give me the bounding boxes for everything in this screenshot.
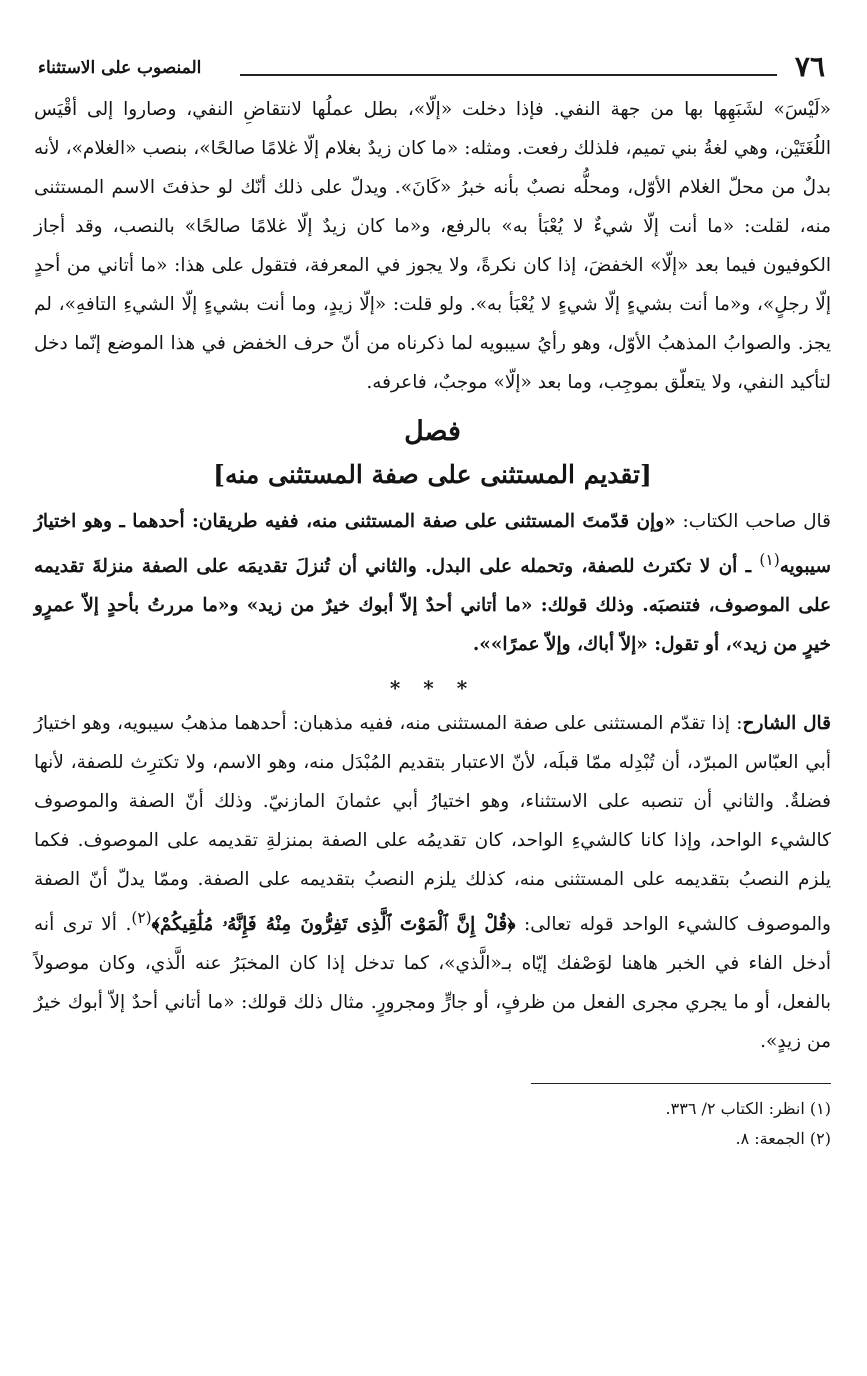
quran-verse: ﴿قُلْ إِنَّ ٱلْمَوْتَ ٱلَّذِى تَفِرُّونَ مِنْهُ فَإِنَّهُۥ مُلَٰقِيكُمْ﴾ [151, 914, 516, 936]
footnotes [34, 1094, 831, 1154]
footnote-rule [531, 1083, 831, 1084]
quote-text: «وإن قدّمتَ المستثنى على صفة المستثنى منه، ففيه طريقان: أحدهما ـ وهو اختيارُ سيبويه [34, 511, 831, 578]
commentary-paragraph [34, 704, 831, 1061]
running-header [34, 48, 831, 90]
footnote-ref-2: (٢) [131, 909, 152, 928]
commentary-text-continued: . ألا ترى أنه أدخل الفاء في الخبر هاهنا لوَصْفك إيّاه بـ«الَّذي»، كما تدخل إذا كان المخبَرُ عنه الَّذي، وكان موصولاً بالفعل، أو ما يجري مجرى الفعل من ظرفٍ، أو جارٍّ ومجرورٍ. مثال ذلك قولك: «ما أتاني أحدٌ إلاّ أبوك خيرٌ من زيدٍ». [34, 914, 831, 1053]
header-rule [240, 74, 777, 76]
quote-intro: قال صاحب الكتاب: [675, 511, 832, 532]
footnote-2: (٢) الجمعة: ٨. [735, 1129, 831, 1149]
body-paragraph-1: «لَيْسَ» لشَبَهِها بها من جهة النفي. فإذا دخلت «إلّا»، بطل عملُها لانتقاضِ النفي، وصاروا إلى أقْيَس اللُغَتَيْن، وهي لغةُ بني تميم، فلذلك رفعت. ومثله: «ما كان زيدٌ بغلام إلّا غلامًا صالحًا»، بنصب «الغلام»، لأنه بدلٌ من محلّ الغلام الأوّل، ومحلُّه نصبٌ بأنه خبرُ «كَانَ». ويدلّ على ذلك أنّك لو حذفتَ الاسم المستثنى منه، لقلت: «ما أنت إلّا شيءٌ لا يُعْبَأ به» بالرفع، و«ما كان زيدٌ إلّا غلامًا صالحًا» بالنصب، وقد أجاز الكوفيون فيما بعد «إلّا» الخفضَ، إذا كان نكرةً، ولا يجوز في المعرفة، فتقول على هذا: «ما أتاني من أحدٍ إلّا رجلٍ»، و«ما أنت بشيءٍ إلّا شيءٍ لا يُعْبَأ به». ولو قلت: «إلّا زيدٍ، وما أنت بشيءٍ إلّا الشيءِ التافهِ»، لم يجز. والصوابُ المذهبُ الأوّل، وهو رأيُ سيبويه لما ذكرناه من أنّ حرف الخفض في هذا الموضع إنّما دخل لتأكيد النفي، ولا يتعلّق بموجِب، وما بعد «إلّا» موجبٌ، فاعرفه. [34, 99, 831, 393]
book-page [34, 48, 831, 1154]
quote-text-continued: ـ أن لا تكترث للصفة، وتحمله على البدل. والثاني أن تُنزلَ تقديمَه على الصفة منزلةَ تقديمه على الموصوف، فتنصبَه. وذلك قولك: «ما أتاني أحدٌ إلاّ أبوك خيرٌ من زيد» و«ما مررتُ بأحدٍ إلاّ عمرٍو خيرٍ من زيد»، أو تقول: «إلاّ أباك، وإلاّ عمرًا»». [34, 556, 831, 656]
commentary-label: قال الشارح [742, 713, 832, 735]
footnote-1: (١) انظر: الكتاب ٢/ ٣٣٦. [665, 1099, 831, 1119]
section-separator: * * * [389, 676, 476, 701]
section-title: [تقديم المستثنى على صفة المستثنى منه] [213, 460, 652, 489]
page-number: ٧٦ [794, 50, 825, 83]
fasl-heading: فصل [404, 416, 461, 447]
commentary-text: : إذا تقدّم المستثنى على صفة المستثنى منه، ففيه مذهبان: أحدهما مذهبُ سيبويه، وهو اختيارُ أبي العبّاس المبرّد، أن تُبْدِله ممّا قبلَه، لأنّ الاعتبار بتقديم المُبْدَل منه، وهو الاسم، ولا تكترِث للصفة، لأنها فضلةٌ. والثاني أن تنصبه على الاستثناء، وهو اختيارُ أبي عثمانَ المازنيّ. وذلك أنّ الصفة والموصوف كالشيء الواحد، وإذا كانا كالشيءِ الواحد، كان تقديمُه على الصفة بمنزلةِ تقديمه على الموصوف. فكما يلزم النصبُ بتقديمه على المستثنى منه، كذلك يلزم النصبُ بتقديمه على الصفة. وممّا يدلّ أنّ الصفة والموصوف كالشيء الواحد قوله تعالى: [34, 713, 831, 936]
author-quote [34, 502, 831, 664]
footnote-ref-1: (١) [759, 551, 780, 569]
running-title: المنصوب على الاستثناء [38, 58, 202, 78]
